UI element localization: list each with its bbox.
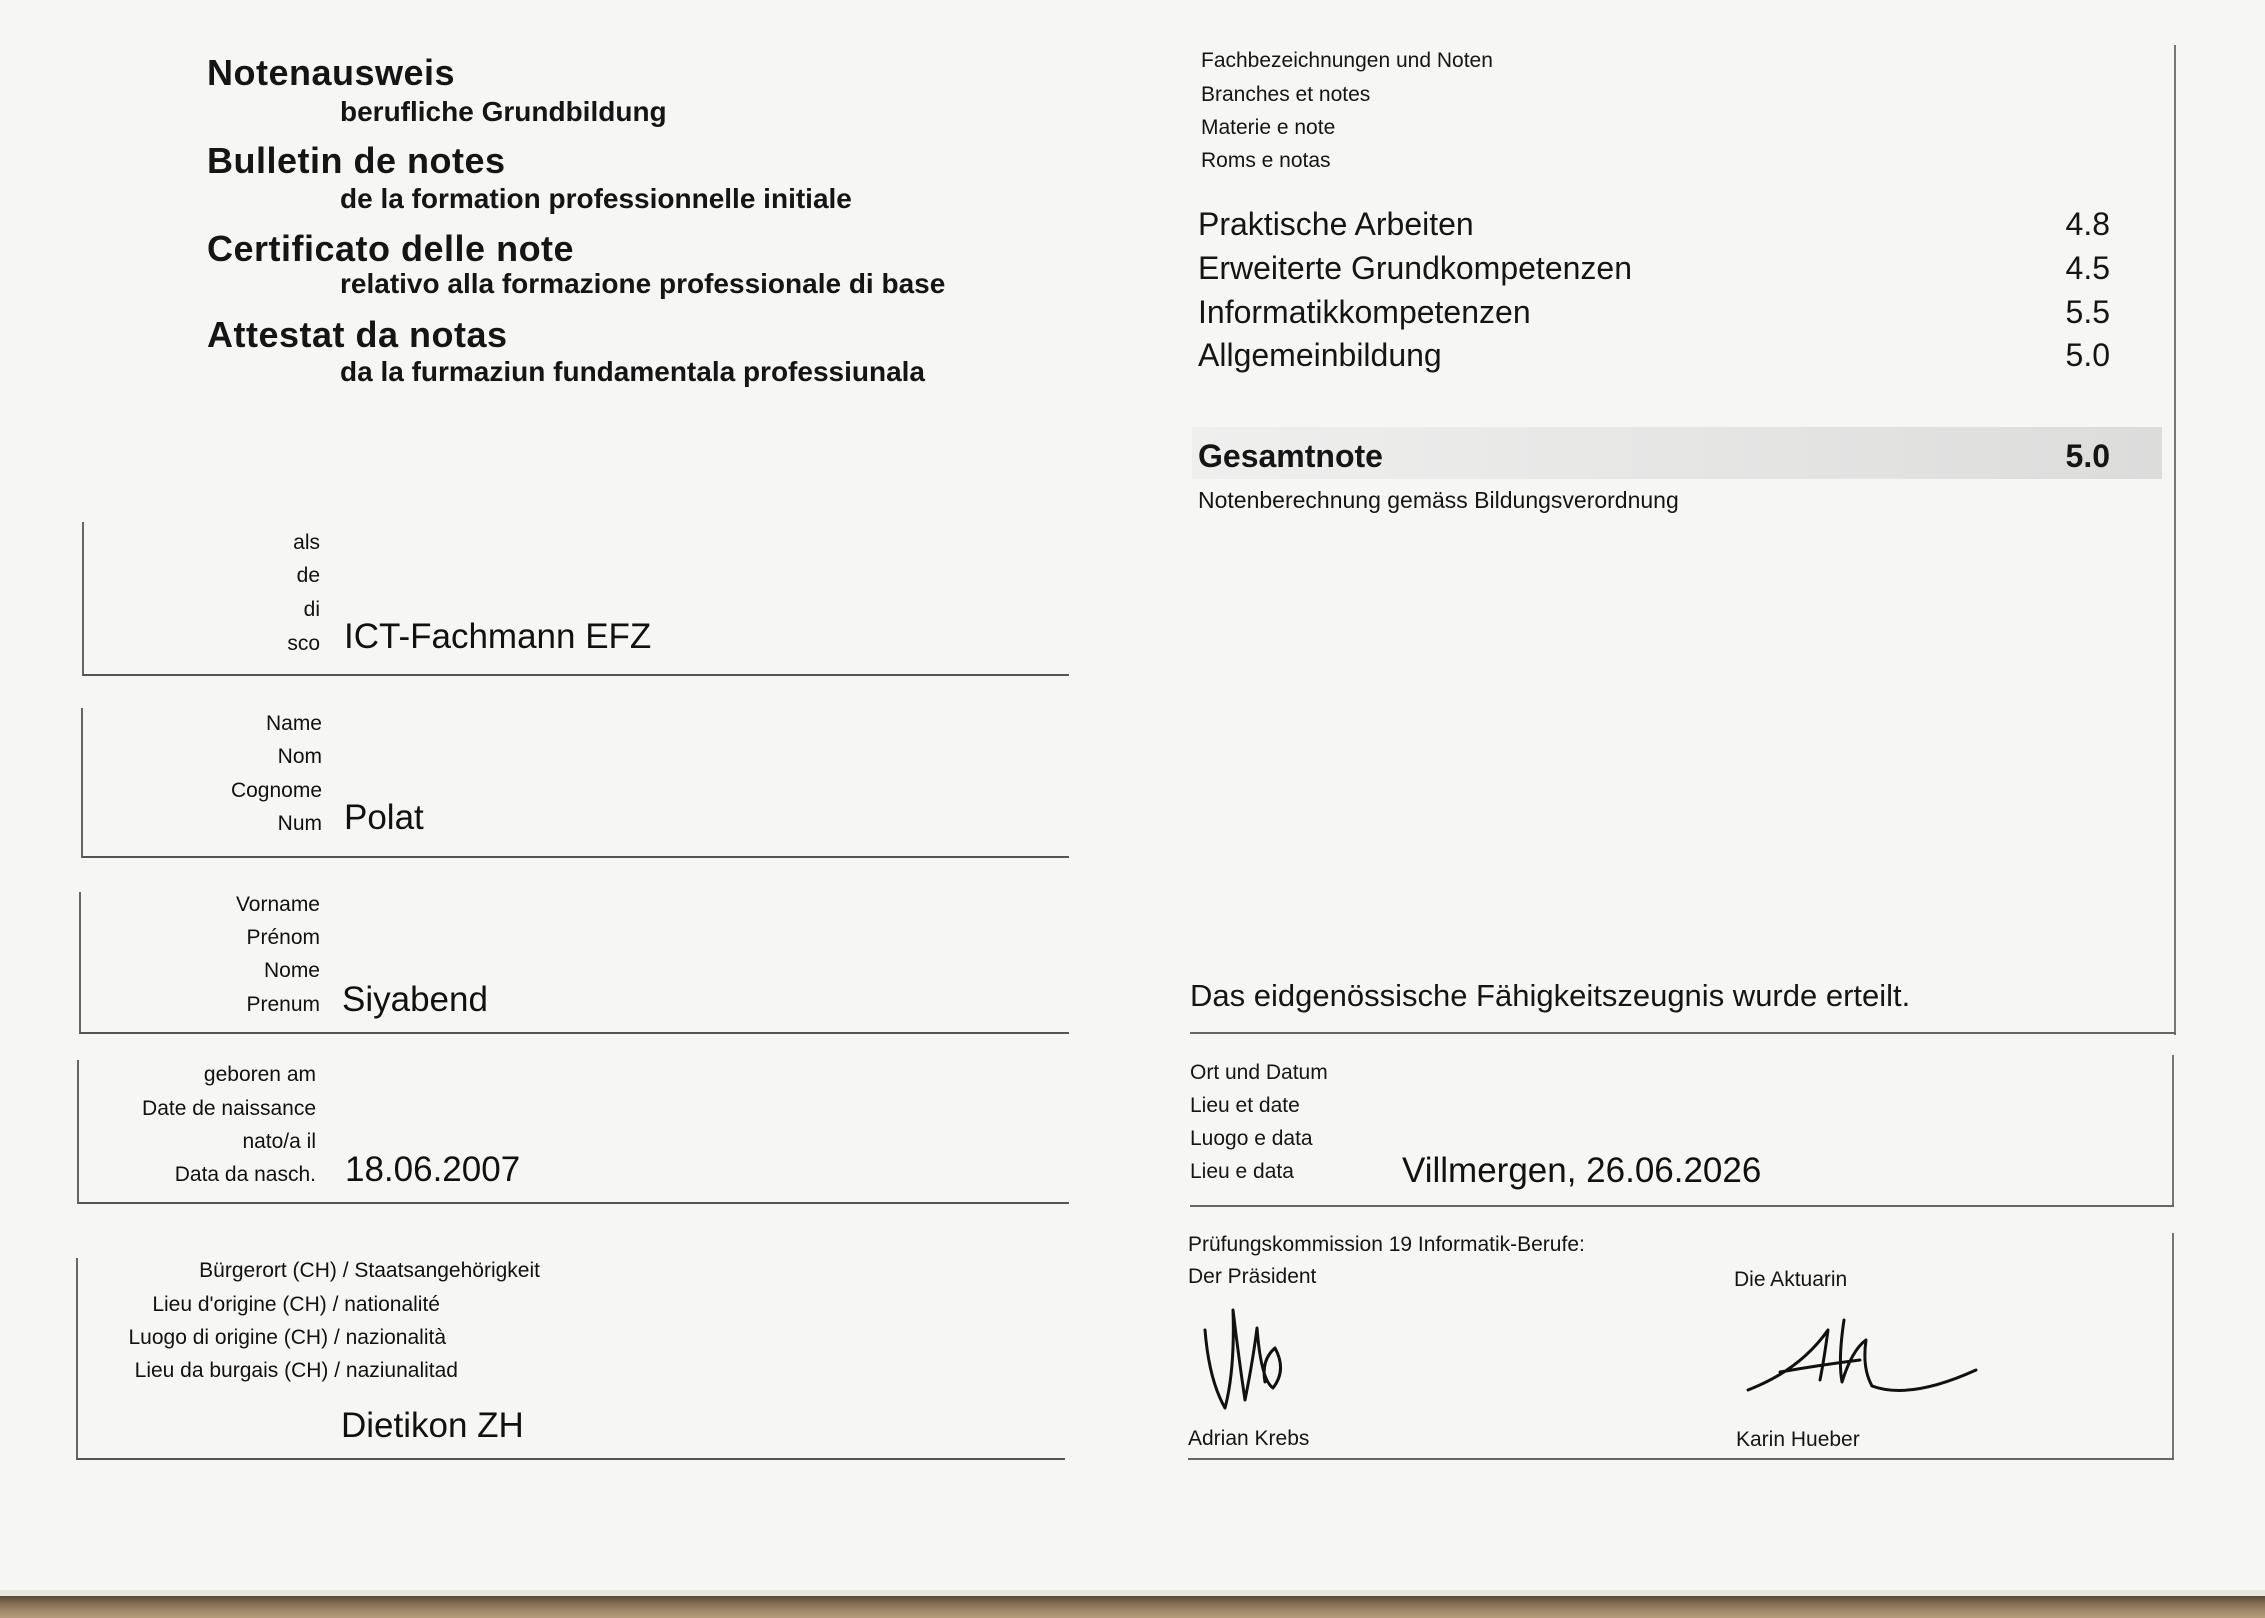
profession-label-de: als xyxy=(293,531,320,554)
origin-label-de: Bürgerort (CH) / Staatsangehörigkeit xyxy=(199,1259,540,1282)
title-fr: Bulletin de notes xyxy=(207,140,506,181)
subject-grade: 4.8 xyxy=(2065,206,2110,242)
first-name-label-de: Vorname xyxy=(235,893,320,916)
origin-value: Dietikon ZH xyxy=(341,1406,524,1445)
subject-name: Praktische Arbeiten xyxy=(1198,206,1474,242)
subjects-header-fr: Branches et notes xyxy=(1201,83,1371,106)
subject-name: Erweiterte Grundkompetenzen xyxy=(1198,250,1632,286)
title-de: Notenausweis xyxy=(207,52,456,93)
subjects-header-it: Materie e note xyxy=(1201,116,1336,139)
birth-label-rm: Data da nasch. xyxy=(174,1163,316,1186)
origin-label-it: Luogo di origine (CH) / nazionalità xyxy=(128,1326,446,1349)
last-name-label-fr: Nom xyxy=(277,745,322,768)
statement-rule xyxy=(1190,1032,2176,1034)
last-name-label-it: Cognome xyxy=(230,779,322,802)
place-date-rule xyxy=(1190,1205,2174,1207)
commission-title: Prüfungskommission 19 Informatik-Berufe: xyxy=(1188,1233,1585,1256)
place-date-label-de: Ort und Datum xyxy=(1190,1061,1328,1084)
profession-label-rm: sco xyxy=(287,632,320,655)
actuary-role: Die Aktuarin xyxy=(1734,1268,1848,1291)
right-border-commission xyxy=(2172,1233,2174,1460)
title-rm: Attestat da notas xyxy=(207,314,508,355)
subtitle-de: berufliche Grundbildung xyxy=(340,96,667,127)
place-date-label-fr: Lieu et date xyxy=(1190,1094,1300,1117)
subtitle-fr: de la formation professionnelle initiale xyxy=(340,183,852,214)
certificate-statement: Das eidgenössische Fähigkeitszeugnis wurde erteilt. xyxy=(1190,978,1911,1013)
president-role: Der Präsident xyxy=(1188,1265,1317,1288)
birth-label-de: geboren am xyxy=(203,1063,316,1086)
first-name-label-it: Nome xyxy=(263,959,320,982)
subjects-header-de: Fachbezeichnungen und Noten xyxy=(1201,49,1493,72)
birth-date-value: 18.06.2007 xyxy=(345,1150,521,1189)
right-border-upper xyxy=(2174,45,2176,1035)
total-grade-label: Gesamtnote xyxy=(1198,438,1383,474)
last-name-value: Polat xyxy=(344,798,424,837)
birth-label-fr: Date de naissance xyxy=(142,1097,316,1120)
profession-label-it: di xyxy=(303,598,320,621)
place-date-label-rm: Lieu e data xyxy=(1190,1160,1294,1183)
right-border-place xyxy=(2172,1055,2174,1207)
subtitle-it: relativo alla formazione professionale di base xyxy=(340,268,946,299)
profession-label-fr: de xyxy=(296,564,320,587)
commission-rule xyxy=(1188,1458,2174,1460)
origin-label-rm: Lieu da burgais (CH) / naziunalitad xyxy=(134,1359,458,1382)
first-name-value: Siyabend xyxy=(342,980,488,1019)
subjects-header-rm: Roms e notas xyxy=(1201,149,1331,172)
title-it: Certificato delle note xyxy=(207,228,575,269)
actuary-signature xyxy=(1740,1310,1980,1405)
total-grade-value: 5.0 xyxy=(2065,438,2110,474)
subject-name: Allgemeinbildung xyxy=(1198,337,1442,373)
last-name-label-de: Name xyxy=(265,712,322,735)
profession-value: ICT-Fachmann EFZ xyxy=(344,617,652,656)
first-name-label-fr: Prénom xyxy=(246,926,320,949)
first-name-label-rm: Prenum xyxy=(246,993,320,1016)
president-name: Adrian Krebs xyxy=(1188,1427,1310,1450)
birth-label-it: nato/a il xyxy=(242,1130,316,1153)
subject-grade: 5.5 xyxy=(2065,294,2110,330)
subject-grade: 4.5 xyxy=(2065,250,2110,286)
subject-name: Informatikkompetenzen xyxy=(1198,294,1531,330)
wooden-table-edge xyxy=(0,1596,2265,1618)
grade-calculation-note: Notenberechnung gemäss Bildungsverordnung xyxy=(1198,487,1679,513)
origin-label-fr: Lieu d'origine (CH) / nationalité xyxy=(152,1293,440,1316)
subtitle-rm: da la furmaziun fundamentala professiunala xyxy=(340,356,926,387)
actuary-name: Karin Hueber xyxy=(1736,1428,1860,1451)
subject-grade: 5.0 xyxy=(2065,337,2110,373)
president-signature xyxy=(1195,1300,1305,1415)
place-date-value: Villmergen, 26.06.2026 xyxy=(1402,1151,1762,1190)
place-date-label-it: Luogo e data xyxy=(1190,1127,1313,1150)
last-name-label-rm: Num xyxy=(277,812,322,835)
